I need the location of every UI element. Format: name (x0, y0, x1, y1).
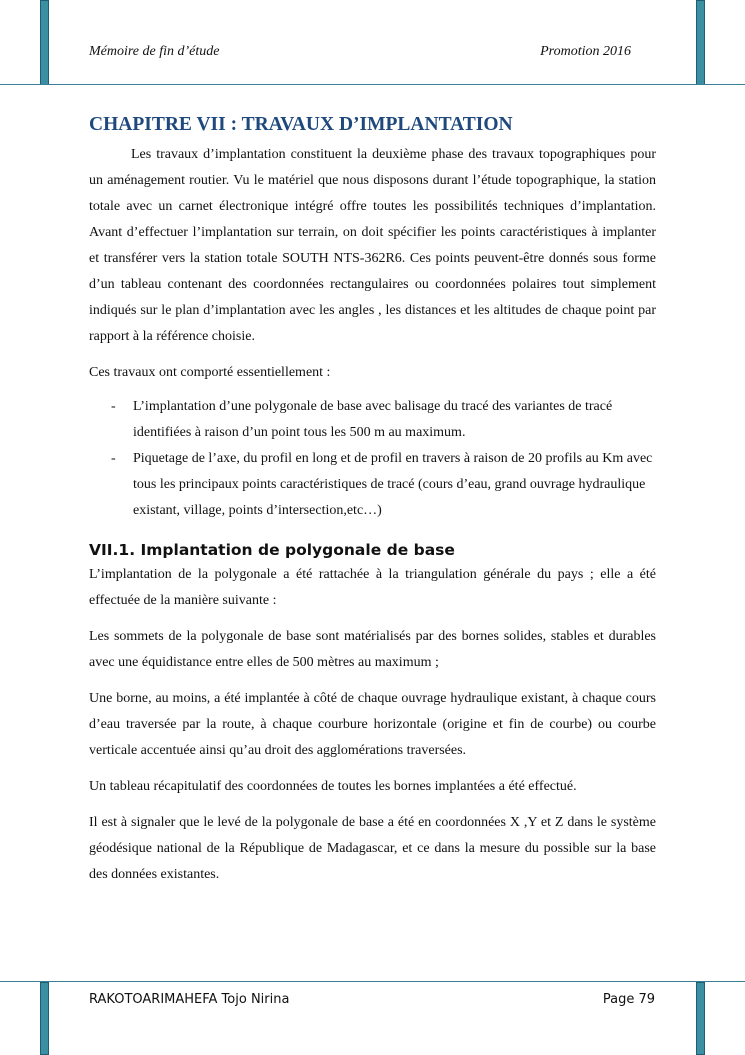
section-paragraph: L’implantation de la polygonale a été rattachée à la triangulation générale du pays ; elle a été effectuée de la manière suivante : (89, 567, 656, 608)
footer-author: RAKOTOARIMAHEFA Tojo Nirina (89, 992, 290, 1007)
section-paragraph: Une borne, au moins, a été implantée à côté de chaque ouvrage hydraulique existant, à chaque cours d’eau traversée par la route, à chaque courbure horizontale (origine et fin de courbe) ou courbe verticale accentuée ainsi qu’au droit des agglomérations traversées. (89, 691, 656, 758)
header-title: Mémoire de fin d’étude (89, 44, 220, 59)
footer-left-accent-bar (40, 982, 49, 1055)
list-item-text: L’implantation d’une polygonale de base avec balisage du tracé des variantes de tracé identifiées à raison d’un point tous les 500 m au maximum. (133, 399, 613, 440)
chapter-lead-paragraph: Ces travaux ont comporté essentiellement : (89, 365, 331, 380)
section-paragraph: Un tableau récapitulatif des coordonnées de toutes les bornes implantées a été effectué. (89, 779, 577, 794)
dash-bullet: - (111, 451, 116, 466)
chapter-bullet-list (89, 394, 656, 524)
footer-page-number: Page 79 (602, 992, 655, 1007)
section-title: VII.1. Implantation de polygonale de base (89, 541, 455, 559)
section-paragraph: Les sommets de la polygonale de base sont matérialisés par des bornes solides, stables et durables avec une équidistance entre elles de 500 mètres au maximum ; (89, 629, 656, 670)
header-right-accent-bar (696, 0, 705, 85)
list-item (89, 394, 656, 446)
dash-bullet: - (111, 399, 116, 414)
chapter-intro-paragraph: Les travaux d’implantation constituent la deuxième phase des travaux topographiques pour un aménagement routier. Vu le matériel que nous disposons durant l’étude topographique, la station totale avec un carnet électronique intégré offre toutes les possibilités techniques d’implantation. Avant d’effectuer l’implantation sur terrain, on doit spécifier les points caractéristiques à implanter et transférer vers la station totale SOUTH NTS-362R6. Ces points peuvent-être donnés sous forme d’un tableau contenant des coordonnées rectangulaires ou coordonnées polaires tout simplement indiqués sur le plan d’implantation avec les angles , les distances et les altitudes de chaque point par rapport à la référence choisie. (89, 147, 656, 344)
header-rule (0, 84, 745, 85)
chapter-title: CHAPITRE VII : TRAVAUX D’IMPLANTATION (89, 114, 513, 135)
header-left-accent-bar (40, 0, 49, 85)
footer-right-accent-bar (696, 982, 705, 1055)
section-paragraph: Il est à signaler que le levé de la polygonale de base a été en coordonnées X ,Y et Z dans le système géodésique national de la République de Madagascar, et ce dans la mesure du possible sur la base des données existantes. (89, 815, 656, 882)
header-promotion: Promotion 2016 (540, 44, 631, 59)
list-item (89, 446, 656, 524)
footer-rule (0, 981, 745, 982)
page-content (89, 114, 656, 888)
list-item-text: Piquetage de l’axe, du profil en long et de profil en travers à raison de 20 profils au Km avec tous les principaux points caractéristiques de tracé (cours d’eau, grand ouvrage hydraulique existant, village, points d’intersection,etc…) (133, 451, 653, 518)
